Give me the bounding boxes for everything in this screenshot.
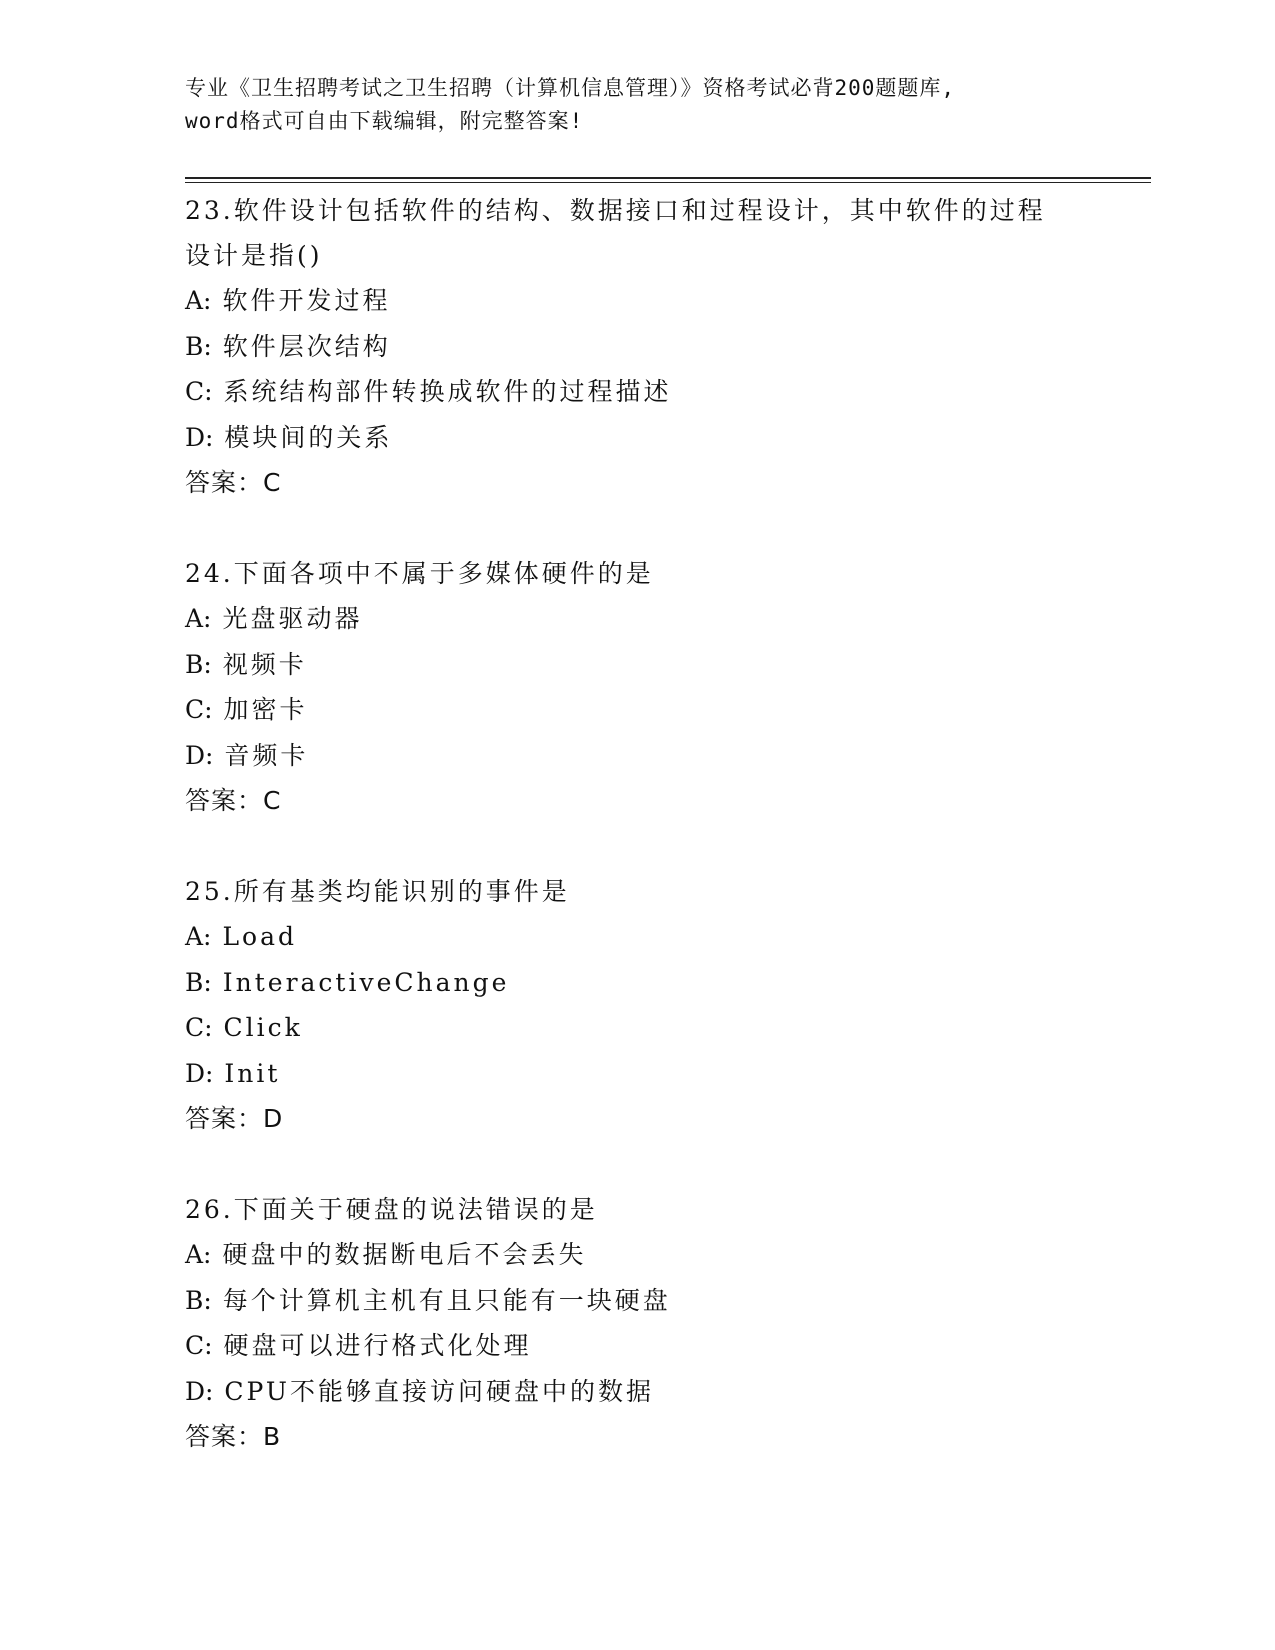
- header-divider-thin: [185, 182, 1151, 183]
- header-divider-thick: [185, 177, 1151, 179]
- option-text: 加密卡: [223, 695, 308, 724]
- option-letter: B:: [185, 649, 212, 679]
- option-letter: C:: [185, 1013, 213, 1042]
- option-text: 光盘驱动器: [222, 604, 363, 633]
- option-letter: B:: [185, 967, 212, 997]
- option-letter: D:: [185, 422, 214, 452]
- question-list: [185, 188, 1145, 1505]
- answer-line: 答案：C: [185, 468, 282, 497]
- option-a: [185, 1232, 1145, 1278]
- question-stem: 26.下面关于硬盘的说法错误的是: [185, 1195, 598, 1224]
- option-text: CPU不能够直接访问硬盘中的数据: [224, 1376, 655, 1406]
- question-item: [185, 869, 1145, 1141]
- option-d: [185, 1369, 1145, 1415]
- question-stem: 23.软件设计包括软件的结构、数据接口和过程设计，其中软件的过程设计是指(): [185, 196, 1046, 270]
- option-b: [185, 324, 1145, 370]
- option-text: 音频卡: [224, 740, 309, 770]
- option-c: [185, 1005, 1145, 1051]
- option-letter: A:: [185, 922, 212, 951]
- option-c: [185, 687, 1145, 733]
- option-text: 视频卡: [222, 649, 307, 679]
- option-letter: B:: [185, 1285, 212, 1315]
- option-b: [185, 960, 1145, 1006]
- option-c: [185, 369, 1145, 415]
- option-a: [185, 914, 1145, 960]
- option-letter: C:: [185, 695, 213, 724]
- option-text: Load: [222, 922, 297, 951]
- option-text: Init: [224, 1058, 281, 1088]
- header-line-2: word格式可自由下载编辑，附完整答案!: [185, 109, 584, 133]
- option-letter: D:: [185, 1376, 214, 1406]
- option-letter: A:: [185, 1240, 212, 1269]
- answer-line: 答案：B: [185, 1422, 282, 1451]
- answer-line: 答案：D: [185, 1104, 284, 1133]
- option-letter: C:: [185, 377, 213, 406]
- question-item: [185, 551, 1145, 823]
- option-a: [185, 278, 1145, 324]
- option-letter: A:: [185, 604, 212, 633]
- option-letter: D:: [185, 1058, 214, 1088]
- option-text: 每个计算机主机有且只能有一块硬盘: [222, 1285, 671, 1315]
- option-letter: D:: [185, 740, 214, 770]
- option-text: 系统结构部件转换成软件的过程描述: [223, 377, 672, 406]
- option-letter: C:: [185, 1331, 213, 1360]
- question-item: [185, 188, 1145, 505]
- option-text: 硬盘中的数据断电后不会丢失: [222, 1240, 587, 1269]
- option-b: [185, 1278, 1145, 1324]
- option-d: [185, 733, 1145, 779]
- option-text: 硬盘可以进行格式化处理: [223, 1331, 532, 1360]
- question-stem: 24.下面各项中不属于多媒体硬件的是: [185, 559, 654, 588]
- option-text: Click: [223, 1013, 303, 1042]
- option-text: InteractiveChange: [222, 967, 510, 997]
- option-text: 软件开发过程: [222, 286, 391, 315]
- option-a: [185, 596, 1145, 642]
- header-line-1: 专业《卫生招聘考试之卫生招聘（计算机信息管理）》资格考试必背200题题库,: [185, 76, 956, 100]
- question-stem: 25.所有基类均能识别的事件是: [185, 877, 570, 906]
- option-c: [185, 1323, 1145, 1369]
- answer-line: 答案：C: [185, 786, 282, 815]
- option-text: 模块间的关系: [224, 422, 393, 452]
- option-b: [185, 642, 1145, 688]
- option-letter: B:: [185, 331, 212, 361]
- option-letter: A:: [185, 286, 212, 315]
- option-d: [185, 1051, 1145, 1097]
- option-d: [185, 415, 1145, 461]
- document-header: [185, 72, 1085, 138]
- question-item: [185, 1187, 1145, 1459]
- option-text: 软件层次结构: [222, 331, 391, 361]
